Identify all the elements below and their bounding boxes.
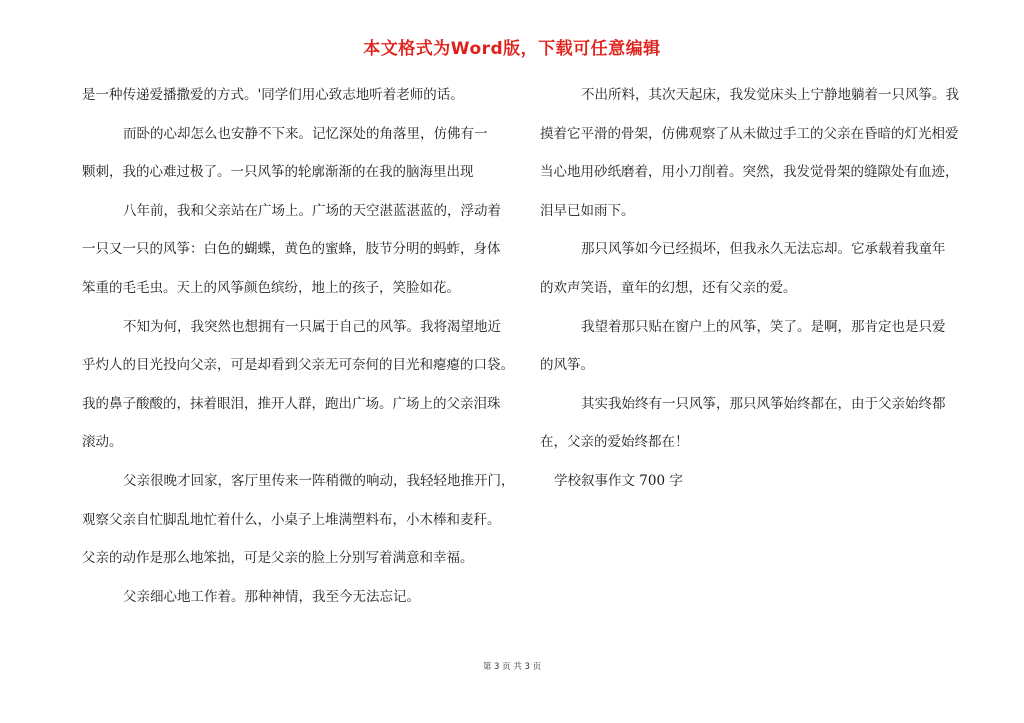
text-line: 不出所料，其次天起床，我发觉床头上宁静地躺着一只风筝。我 bbox=[581, 87, 959, 103]
header-banner: 本文格式为Word版，下载可任意编辑 bbox=[363, 39, 661, 59]
left-text-column bbox=[82, 76, 522, 616]
right-text-column bbox=[540, 76, 966, 501]
text-line: 那只风筝如今已经损坏，但我永久无法忘却。它承载着我童年 bbox=[581, 241, 946, 258]
text-line: 观察父亲自忙脚乱地忙着什么，小桌子上堆满塑料布，小木棒和麦秆。 bbox=[82, 511, 501, 528]
text-line: 父亲细心地工作着。那种神情，我至今无法忘记。 bbox=[123, 588, 420, 605]
text-line: 不知为何，我突然也想拥有一只属于自己的风筝。我将渴望地近 bbox=[123, 318, 501, 335]
text-line: 在，父亲的爱始终都在！ bbox=[540, 434, 689, 451]
text-line: 而卧的心却怎么也安静不下来。记忆深处的角落里，仿佛有一 bbox=[123, 125, 488, 142]
text-line: 父亲很晚才回家，客厅里传来一阵稍微的响动，我轻轻地推开门， bbox=[123, 472, 515, 489]
text-line: 我的鼻子酸酸的，抹着眼泪，推开人群，跑出广场。广场上的父亲泪珠 bbox=[82, 395, 501, 412]
text-line: 我望着那只贴在窗户上的风筝，笑了。是啊，那肯定也是只爱 bbox=[581, 318, 946, 335]
text-line: 泪早已如雨下。 bbox=[540, 202, 635, 219]
text-line: 乎灼人的目光投向父亲，可是却看到父亲无可奈何的目光和瘪瘪的口袋。 bbox=[82, 357, 514, 374]
text-line: 的欢声笑语，童年的幻想，还有父亲的爱。 bbox=[540, 279, 797, 296]
text-line: 摸着它平滑的骨架，仿佛观察了从未做过手工的父亲在昏暗的灯光相爱 bbox=[540, 125, 959, 142]
text-line: 滚动。 bbox=[82, 434, 123, 451]
text-line: 的风筝。 bbox=[540, 357, 594, 374]
text-line: 当心地用砂纸磨着，用小刀削着。突然，我发觉骨架的缝隙处有血迹， bbox=[540, 164, 959, 181]
page-number: 第 3 页 共 3 页 bbox=[482, 662, 542, 672]
text-line: 是一种传递爱播撒爱的方式。'同学们用心致志地听着老师的话。 bbox=[82, 87, 464, 103]
article-title-line: 学校叙事作文 700 字 bbox=[554, 472, 683, 489]
text-line: 笨重的毛毛虫。天上的风筝颜色缤纷，地上的孩子，笑脸如花。 bbox=[82, 279, 460, 296]
text-line: 其实我始终有一只风筝，那只风筝始终都在，由于父亲始终都 bbox=[581, 395, 946, 412]
text-line: 颗刺，我的心难过极了。一只风筝的轮廓渐渐的在我的脑海里出现 bbox=[82, 164, 474, 181]
text-line: 八年前，我和父亲站在广场上。广场的天空湛蓝湛蓝的，浮动着 bbox=[123, 202, 501, 219]
text-line: 一只又一只的风筝：白色的蝴蝶，黄色的蜜蜂，肢节分明的蚂蚱，身体 bbox=[82, 241, 501, 258]
text-line: 父亲的动作是那么地笨拙，可是父亲的脸上分别写着满意和幸福。 bbox=[82, 550, 474, 567]
